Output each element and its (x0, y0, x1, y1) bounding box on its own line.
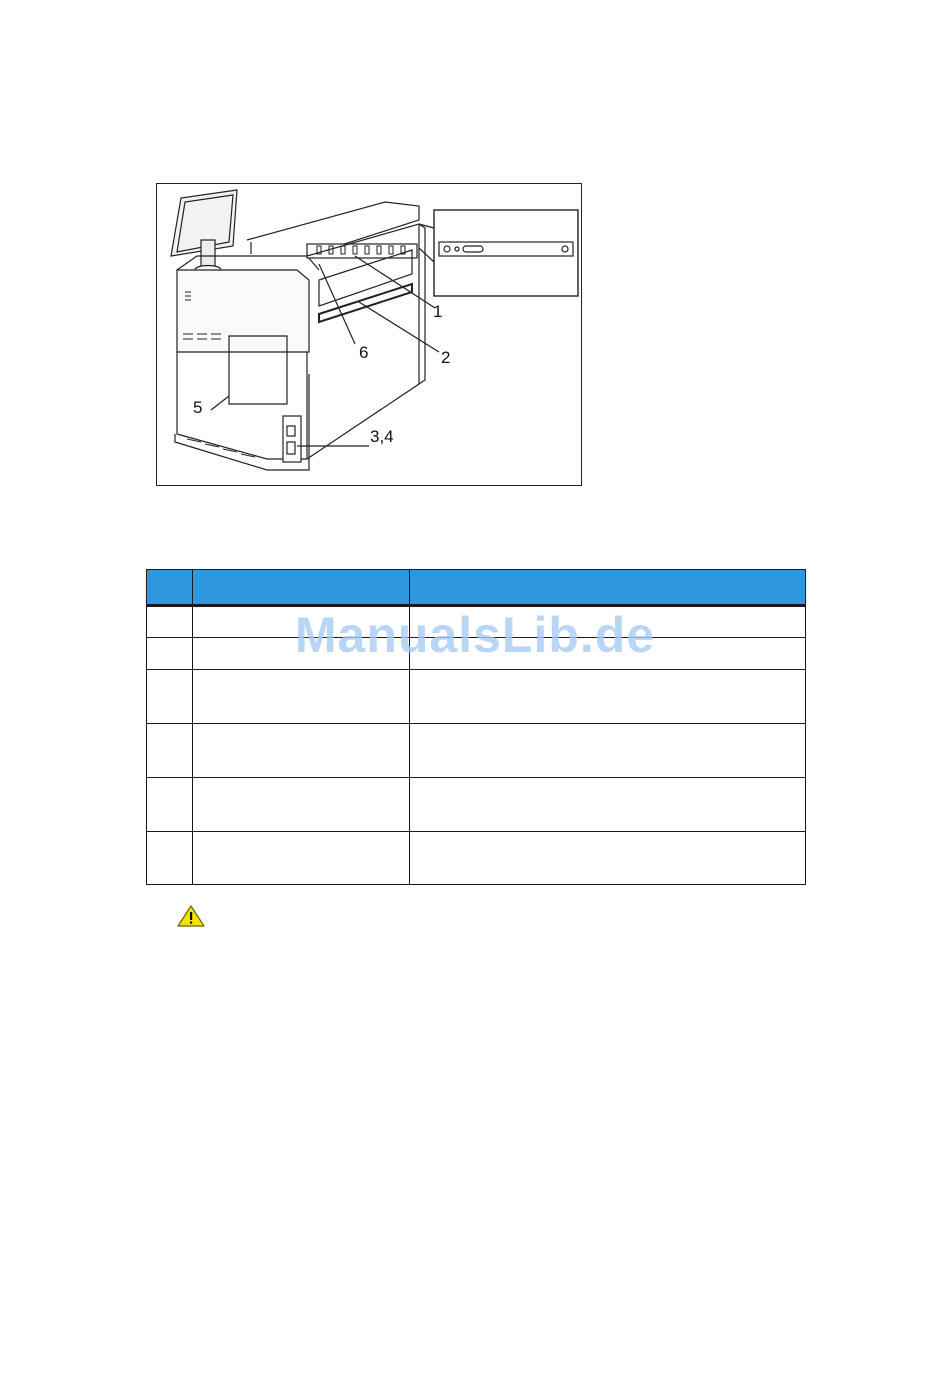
table-row (147, 670, 806, 724)
watermark: ManualsLib.de (294, 607, 656, 663)
callout-6: 6 (359, 343, 369, 362)
row-description (410, 606, 806, 638)
row-description (410, 670, 806, 724)
table-header-row (147, 570, 806, 606)
callout-5: 5 (193, 398, 203, 417)
row-name (193, 606, 410, 638)
row-number (147, 670, 193, 724)
printer-rear-illustration (156, 183, 582, 486)
row-description (410, 778, 806, 832)
row-name (193, 778, 410, 832)
row-description (410, 638, 806, 670)
row-number (147, 778, 193, 832)
callout-3-4: 3,4 (370, 427, 394, 446)
row-description (410, 724, 806, 778)
table-row (147, 832, 806, 885)
row-description (410, 832, 806, 885)
row-number (147, 638, 193, 670)
column-header-description (410, 570, 806, 606)
parts-table (146, 569, 806, 885)
warning-triangle-icon (176, 904, 206, 928)
row-name (193, 832, 410, 885)
callout-1: 1 (433, 302, 443, 321)
column-header-name (193, 570, 410, 606)
table-row (147, 638, 806, 670)
row-number (147, 832, 193, 885)
row-name (193, 724, 410, 778)
table-row (147, 606, 806, 638)
row-number (147, 606, 193, 638)
table-row (147, 778, 806, 832)
row-number (147, 724, 193, 778)
row-name (193, 670, 410, 724)
row-name (193, 638, 410, 670)
callout-2: 2 (441, 348, 451, 367)
table-row (147, 724, 806, 778)
column-header-number (147, 570, 193, 606)
